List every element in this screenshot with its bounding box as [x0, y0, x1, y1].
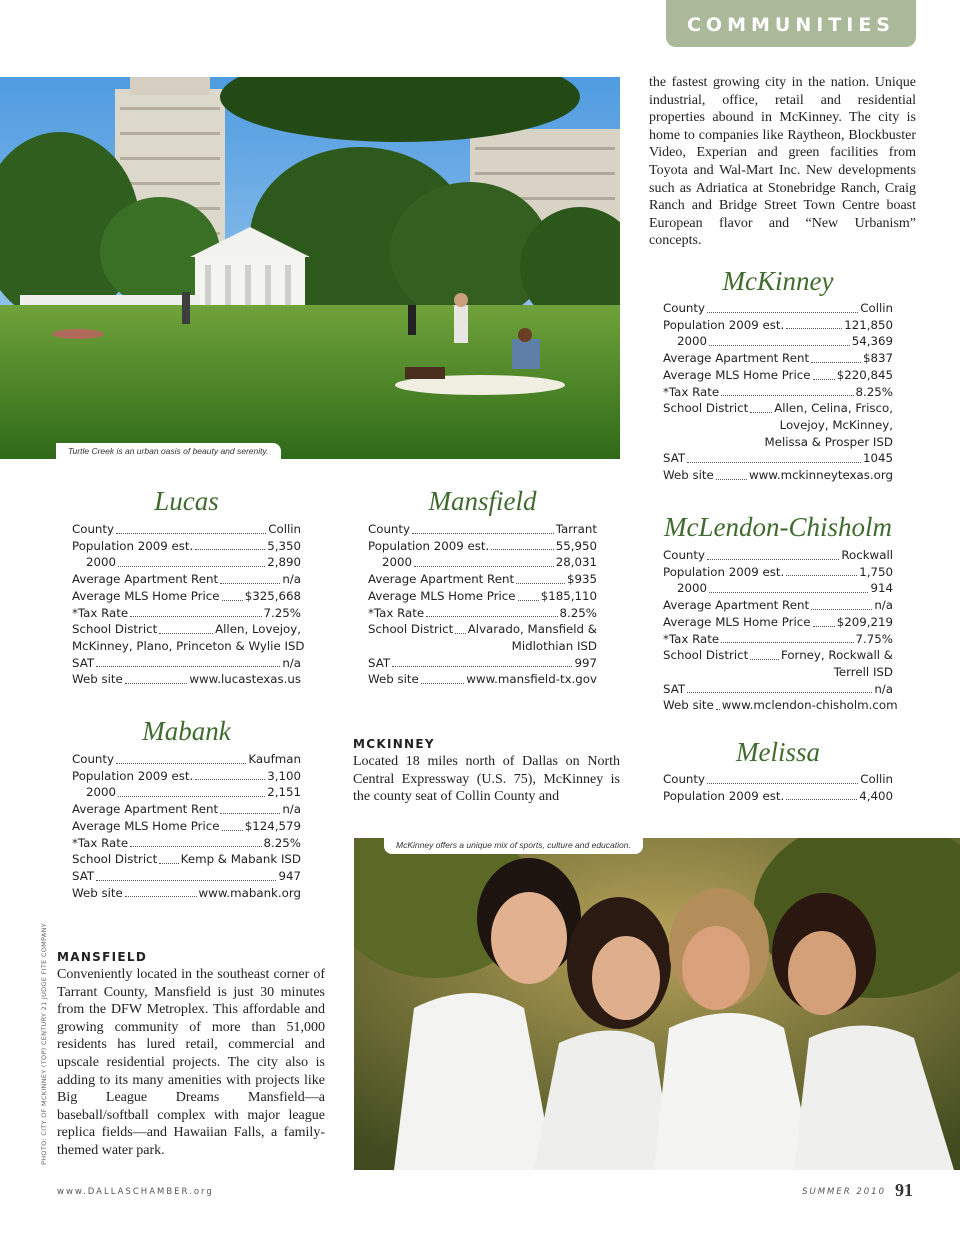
stat-school-cont: Terrell ISD [833, 664, 893, 679]
article-heading-mansfield: MANSFIELD [57, 950, 148, 964]
stat-sat: SAT n/a [72, 655, 301, 670]
stat-website: Web site www.mclendon-chisholm.com [663, 698, 898, 713]
stat-tax: *Tax Rate 7.25% [72, 605, 301, 620]
stat-mls: Average MLS Home Price $185,110 [368, 588, 597, 603]
stat-2000: 2000 2,890 [86, 555, 301, 570]
stat-school: School District Alvarado, Mansfield & [368, 622, 597, 637]
stat-rent: Average Apartment Rent $837 [663, 351, 893, 366]
stat-county: County Collin [663, 772, 893, 786]
stat-2000: 2000 28,031 [382, 555, 597, 570]
stat-mls: Average MLS Home Price $124,579 [72, 818, 301, 833]
stats-mclendon-chisholm [663, 547, 898, 714]
stat-county: County Collin [72, 522, 301, 536]
stat-tax: *Tax Rate 8.25% [663, 384, 893, 399]
stat-sat: SAT n/a [663, 681, 893, 696]
photo-credit: PHOTO: CITY OF MCKINNEY (TOP) CENTURY 21 JUDGE FITE COMPANY [40, 922, 48, 1165]
stat-county: County Collin [663, 301, 893, 315]
article-heading-mckinney: MCKINNEY [353, 737, 435, 751]
students-photo [354, 838, 960, 1170]
stat-rent: Average Apartment Rent n/a [72, 572, 301, 587]
section-tab: COMMUNITIES [666, 0, 916, 47]
park-photo-caption: Turtle Creek is an urban oasis of beauty and serenity. [56, 443, 281, 460]
stat-sat: SAT 1045 [663, 451, 893, 466]
stat-sat: SAT 947 [72, 868, 301, 883]
stat-website: Web site www.mckinneytexas.org [663, 468, 893, 483]
city-title-mansfield: Mansfield [428, 486, 537, 516]
stat-school-cont: McKinney, Plano, Princeton & Wylie ISD [72, 638, 305, 653]
stat-population: Population 2009 est. 4,400 [663, 788, 893, 803]
stats-melissa [663, 771, 893, 804]
stat-website: Web site www.mabank.org [72, 885, 301, 900]
stat-school-cont: Lovejoy, McKinney, [779, 417, 893, 432]
city-title-melissa: Melissa [736, 737, 820, 767]
stat-school: School District Allen, Lovejoy, [72, 622, 301, 637]
stat-county: County Kaufman [72, 752, 301, 766]
stat-population: Population 2009 est. 121,850 [663, 317, 893, 332]
stat-mls: Average MLS Home Price $220,845 [663, 367, 893, 382]
stat-sat: SAT 997 [368, 655, 597, 670]
stat-school: School District Allen, Celina, Frisco, [663, 401, 893, 416]
stat-county: County Rockwall [663, 548, 893, 562]
website-link[interactable]: www.lucastexas.us [189, 672, 301, 687]
stat-population: Population 2009 est. 55,950 [368, 538, 597, 553]
students-photo-caption: McKinney offers a unique mix of sports, culture and education. [384, 837, 643, 854]
city-title-mabank: Mabank [142, 716, 231, 746]
website-link[interactable]: www.mckinneytexas.org [748, 468, 893, 483]
stat-population: Population 2009 est. 1,750 [663, 564, 893, 579]
stat-2000: 2000 914 [677, 581, 893, 596]
stat-website: Web site www.lucastexas.us [72, 672, 301, 687]
stat-rent: Average Apartment Rent n/a [663, 598, 893, 613]
stat-2000: 2000 2,151 [86, 785, 301, 800]
mckinney-article-continued: the fastest growing city in the nation. Unique industrial, office, retail and residential properties abound in McKinney. The city is home to companies like Raytheon, Blockbuster Video, Experian and green facilities from Toyota and Wal-Mart Inc. New developments such as Adriatica at Stonebridge Ranch, Craig Ranch and Bridge Street Town Centre boast European flavor and “New Urbanism” concepts. [649, 75, 916, 249]
city-title-lucas: Lucas [154, 486, 219, 516]
stat-tax: *Tax Rate 8.25% [72, 835, 301, 850]
stat-rent: Average Apartment Rent $935 [368, 572, 597, 587]
stat-tax: *Tax Rate 7.75% [663, 631, 893, 646]
stat-rent: Average Apartment Rent n/a [72, 802, 301, 817]
stat-school-cont: Melissa & Prosper ISD [764, 434, 893, 449]
footer-issue: SUMMER 2010 [802, 1187, 886, 1197]
stat-2000: 2000 54,369 [677, 334, 893, 349]
article-text-mansfield: Conveniently located in the southeast corner of Tarrant County, Mansfield is just 30 minutes from the DFW Metroplex. This affordable and growing community of more than 51,000 residents has lured retail, commercial and upscale residential projects. The city also is adding to its many amenities with projects like Big League Dreams Mansfield—a baseball/softball complex with major league replica fields—and Hawaiian Falls, a family-themed water park. [57, 967, 325, 1158]
stat-county: County Tarrant [368, 522, 597, 536]
website-link[interactable]: www.mabank.org [198, 885, 301, 900]
footer-url[interactable]: www.DALLASCHAMBER.org [57, 1187, 214, 1197]
stats-lucas [72, 521, 305, 688]
stat-school: School District Forney, Rockwall & [663, 648, 893, 663]
stat-mls: Average MLS Home Price $209,219 [663, 614, 893, 629]
article-text-mckinney: Located 18 miles north of Dallas on North Central Expressway (U.S. 75), McKinney is the county seat of Collin County and [353, 754, 620, 805]
website-link[interactable]: www.mansfield-tx.gov [466, 672, 597, 687]
city-title-mckinney: McKinney [722, 266, 834, 296]
stat-school-cont: Midlothian ISD [511, 638, 597, 653]
stat-population: Population 2009 est. 3,100 [72, 768, 301, 783]
stat-population: Population 2009 est. 5,350 [72, 538, 301, 553]
page-number: 91 [895, 1180, 913, 1200]
city-title-mclendon-chisholm: McLendon-Chisholm [664, 512, 892, 542]
stats-mckinney [663, 300, 893, 484]
stat-school: School District Kemp & Mabank ISD [72, 852, 301, 867]
stat-tax: *Tax Rate 8.25% [368, 605, 597, 620]
stat-mls: Average MLS Home Price $325,668 [72, 588, 301, 603]
stats-mabank [72, 751, 301, 901]
stats-mansfield [368, 521, 597, 688]
website-link[interactable]: www.mclendon-chisholm.com [721, 698, 898, 713]
park-photo [0, 77, 620, 459]
stat-website: Web site www.mansfield-tx.gov [368, 672, 597, 687]
